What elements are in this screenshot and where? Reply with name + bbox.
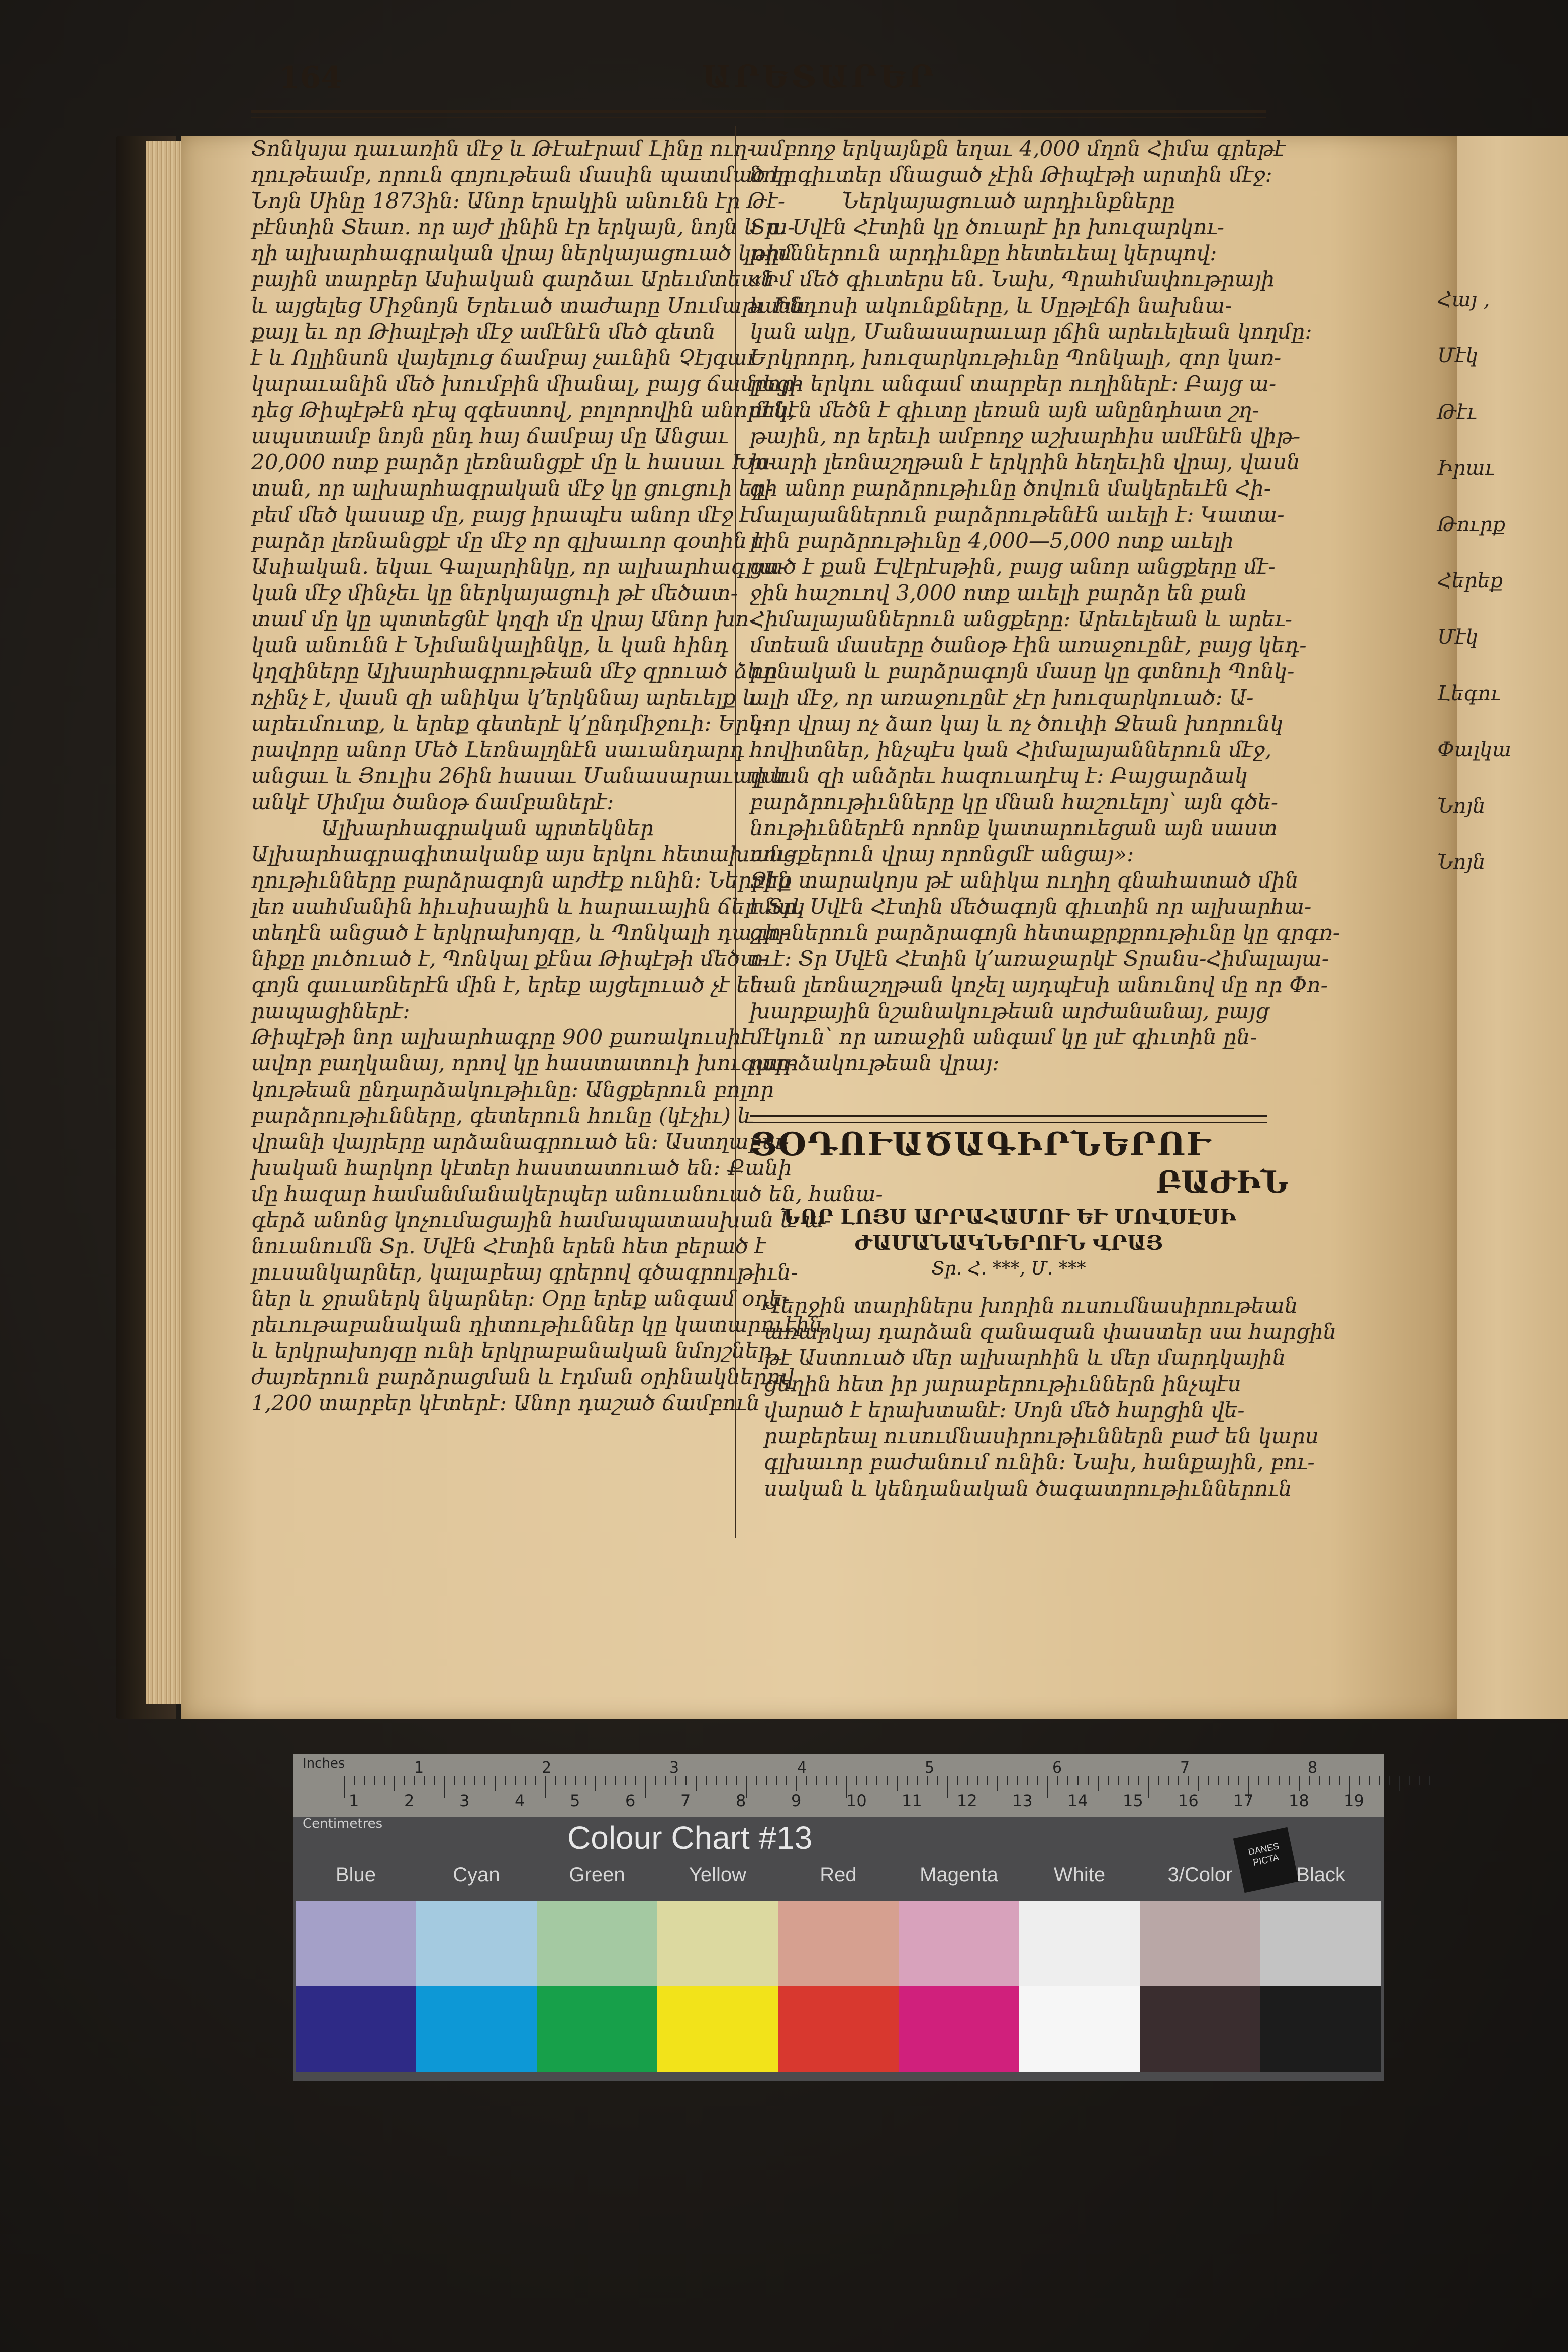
ruler-tick	[635, 1776, 636, 1785]
ruler-tick	[374, 1776, 375, 1785]
ruler-inch-number: 8	[1308, 1759, 1318, 1777]
text-line: Ալխարհագրական պրտեկներ	[321, 816, 654, 840]
text-line: Տոնկսյա դաւառին մէջ և Թէաէրամ Լինը ուղ-	[251, 136, 754, 161]
ruler-tick	[816, 1776, 817, 1785]
text-line: առարկայ դարձան զանազան փաստեր սա հարցին	[764, 1319, 1337, 1344]
ruler-tick	[1208, 1776, 1209, 1785]
text-line: կութեան ընդարձակութիւնը։ Անցքերուն բոլոր	[251, 1077, 774, 1102]
text-line: է և Ոլլինսոն վայելուց ճամբայ չաւնին Չէյգաւ	[251, 345, 758, 370]
swatch-dark	[1260, 1986, 1381, 2072]
text-line: Հիմալայաններուն անցքերը։ Արեւելեան և արեւ-	[750, 607, 1293, 631]
ruler-tick	[866, 1776, 867, 1785]
ruler-tick	[525, 1776, 526, 1785]
ruler	[293, 1754, 1384, 1831]
ruler-tick	[716, 1776, 717, 1785]
ruler-tick	[605, 1776, 606, 1785]
ruler-tick	[615, 1776, 616, 1785]
text-line: մալայաններուն բարձրութենէն աւելի է։ Կատա-	[750, 502, 1285, 527]
ruler-tick	[384, 1776, 385, 1785]
text-line: րեւութաբանական դիտութիւններ կը կատարուէին,	[251, 1312, 830, 1337]
text-line: 20,000 ոտք բարձր լեռնանցքէ մը և հասաւ Խո-	[251, 450, 776, 474]
text-line: նուանումն Տր. Սվէն Հէտին երեն հետ բերած է	[251, 1234, 766, 1258]
text-line: ավոր բաղկանայ, որով կը հաստատուի խուզար-	[251, 1051, 797, 1075]
text-line: Նոյն Սինը 1873ին։ Անոր երակին անունն էր Թէ-	[251, 188, 786, 213]
ruler-cm-number: 13	[1012, 1791, 1033, 1810]
ruler-tick	[555, 1776, 556, 1785]
text-line: ալի մէջ, որ առաջուընէ չէր խուզարկուած։ Ա-	[750, 685, 1254, 710]
ruler-tick	[1279, 1776, 1280, 1785]
ruler-tick	[545, 1776, 546, 1798]
facing-page-fragment: Հերեք	[1437, 569, 1503, 593]
text-line: և Ինդոսի ակունքները, և Սըթլէճի նախնա-	[750, 293, 1232, 318]
ruler-tick	[474, 1776, 475, 1785]
text-line: Ասիական. եկաւ Գալարինկը, որ ալխարհագրա-	[251, 554, 787, 579]
ruler-tick	[454, 1776, 455, 1785]
facing-page-fragment: Թէւ	[1437, 401, 1477, 424]
text-line: խական հարկոր կէտեր հաստատուած են։ Քանի	[251, 1155, 792, 1180]
swatch-dark	[657, 1986, 778, 2072]
text-line: գերձ անոնց կոչումացային համապատասխան և ա-	[251, 1208, 831, 1232]
ruler-tick	[1419, 1776, 1420, 1785]
swatch-label: White	[1053, 1864, 1106, 1886]
ruler-tick	[424, 1776, 425, 1785]
ruler-cm-number: 3	[459, 1791, 470, 1810]
swatch-light	[1140, 1901, 1260, 1986]
text-line: մը հազար համանմանակերպեր անուանուած են, հանա-	[251, 1182, 883, 1206]
swatch-label: Yellow	[689, 1864, 747, 1886]
text-line: մէկուն՝ որ առաջին անգամ կը լսէ գիւտին ըն-	[750, 1025, 1257, 1049]
ruler-tick	[404, 1776, 405, 1785]
swatch-light	[1260, 1901, 1381, 1986]
ruler-cm-number: 14	[1067, 1791, 1088, 1810]
text-line: մէնէն մեծն է գիւտը լեռան այն անընդհատ շղ-	[750, 398, 1259, 422]
text-line: րեցի երկու անգամ տարբեր ուղիներէ։ Բայց ա-	[750, 371, 1277, 396]
swatch-label: Blue	[335, 1864, 376, 1886]
text-line: Երկրորդ, խուզարկութիւնը Պոնկալի, զոր կառ-	[750, 345, 1282, 370]
colour-chart-title: Colour Chart #13	[567, 1820, 813, 1856]
ruler-cm-number: 8	[736, 1791, 746, 1810]
facing-page-fragment: Լեգու	[1437, 682, 1501, 705]
facing-page-fragment: Նոյն	[1437, 851, 1486, 874]
text-line: րոնական և բարձրագոյն մասը կը գտնուի Պոնկ-	[750, 659, 1295, 683]
ruler-tick	[1027, 1776, 1028, 1785]
text-line: զի անոր բարձրութիւնը ծովուն մակերեւէն Հի-	[750, 476, 1271, 501]
text-line: ներ և ջրաներկ նկարներ։ Օրը երեք անգամ օդե-	[251, 1286, 790, 1311]
ruler-tick	[565, 1776, 566, 1785]
ruler-tick	[1268, 1776, 1269, 1785]
ruler-tick	[977, 1776, 978, 1785]
ruler-tick	[1098, 1776, 1099, 1791]
ruler-cm-number: 17	[1233, 1791, 1254, 1810]
text-line: ղութիւնները բարձրագոյն արժէք ունին։ Ներբին	[251, 868, 792, 893]
text-line: բային տարբեր Ասիական գարձաւ Արեւմտեան	[251, 267, 774, 291]
text-line: կղզիները Ալխարհագրութեան մէջ զրուած ձևը	[251, 659, 778, 683]
swatch-dark	[778, 1986, 899, 2072]
section-subtitle: ԲԱԺԻՆ	[1156, 1165, 1289, 1200]
text-line: գլխաւոր բաժանում ունին։ Նախ, հանքային, բու-	[764, 1450, 1315, 1475]
text-line: թիւններուն արդիւնքը հետեւեալ կերպով։	[750, 241, 1217, 265]
ruler-tick	[1158, 1776, 1159, 1785]
text-line: գիրներուն բարձրագոյն հետաքրքրութիւնը կը գրգռ-	[750, 920, 1340, 945]
text-line: խարի լեռնաշղթան է երկրին հեղեւին վրայ, վասն	[750, 450, 1300, 474]
ruler-inch-number: 1	[414, 1759, 424, 1777]
swatch-label: Magenta	[920, 1864, 998, 1886]
text-line: անկէ Սիմլա ծանօթ ճամբաներէ։	[251, 790, 614, 814]
ruler-tick	[696, 1776, 697, 1791]
ruler-tick	[685, 1776, 687, 1785]
text-line: վարած է երախտանէ։ Սոյն մեծ հարցին վե-	[764, 1398, 1245, 1422]
facing-page-fragment: Փալկա	[1437, 738, 1512, 761]
ruler-tick	[736, 1776, 737, 1785]
ruler-label-cm: Centimetres	[303, 1816, 383, 1831]
ruler-tick	[927, 1776, 928, 1785]
swatch-light	[778, 1901, 899, 1986]
facing-page-fragment: Մէկ	[1437, 626, 1479, 649]
swatch-label: 3/Color	[1167, 1864, 1233, 1886]
swatch-light	[296, 1901, 416, 1986]
article-body	[764, 1293, 1337, 1502]
ruler-cm-number: 19	[1344, 1791, 1364, 1810]
swatch-dark	[899, 1986, 1019, 2072]
ruler-tick	[1178, 1776, 1179, 1785]
text-line: րավորը անոր Մեծ Լեռնալղնէն սաւանդարդ	[251, 737, 745, 762]
ruler-tick	[645, 1776, 646, 1798]
header-rule	[251, 110, 1266, 113]
ruler-tick	[987, 1776, 988, 1785]
ruler-tick	[1188, 1776, 1189, 1785]
ruler-tick	[1238, 1776, 1239, 1785]
text-line: դարձակութեան վրայ։	[750, 1051, 1000, 1075]
ruler-cm-number: 2	[404, 1791, 415, 1810]
ruler-inch-number: 6	[1052, 1759, 1062, 1777]
swatch-label: Green	[569, 1864, 625, 1886]
ruler-tick	[1108, 1776, 1109, 1785]
swatch-dark	[416, 1986, 537, 2072]
text-line: նիքը լուծուած է, Պոնկալ քէնա Թիպէթի մեծա-	[251, 946, 767, 971]
ruler-tick	[1057, 1776, 1058, 1785]
ruler-tick	[1399, 1776, 1400, 1791]
text-line: քայլ եւ որ Թիալէթի մէջ ամէնէն մեծ գետն	[251, 319, 716, 344]
ruler-tick	[907, 1776, 908, 1785]
text-line: ուէ։ Տր Սվէն Հէտին կ՚առաջարկէ Տրանս-Հիմալայա-	[750, 946, 1329, 971]
ruler-tick	[1067, 1776, 1068, 1785]
text-line: մտեան մասերը ծանօթ էին առաջուընէ, բայց կեդ-	[750, 633, 1307, 657]
right-column	[750, 136, 1340, 1076]
ruler-inch-number: 4	[797, 1759, 807, 1777]
article-heading-2: ԺԱՄԱՆԱԿՆԵՐՈՒՆ ՎՐԱՅ	[854, 1231, 1163, 1255]
text-line: արեւմուտք, և երեք գետերէ կ՚ընդմիջուի։ Երկ-	[251, 711, 769, 736]
ruler-tick	[776, 1776, 777, 1785]
ruler-tick	[575, 1776, 576, 1785]
colour-chart	[293, 1754, 1384, 2081]
ruler-tick	[796, 1776, 797, 1791]
text-line: տեղէն անցած է երկրախոյզը, և Պոնկալի դաշտ-	[251, 920, 789, 945]
ruler-tick	[1409, 1776, 1410, 1785]
ruler-tick	[1339, 1776, 1340, 1785]
text-line: նոր վրայ ոչ ձառ կայ և ոչ ծուփի Ջեան խորունկ	[750, 711, 1284, 736]
ruler-tick	[1037, 1776, 1038, 1785]
text-line: կան անունն է Նիմանկալինկը, և կան հինդ	[251, 633, 729, 657]
ruler-cm-number: 5	[570, 1791, 580, 1810]
text-line: թէ Աստուած մեր ալխարհին և մեր մարդկային	[764, 1345, 1286, 1370]
text-line: Տր. Սվէն Հէտին կը ծուարէ իր խուզարկու-	[750, 215, 1225, 239]
ruler-tick	[917, 1776, 918, 1785]
ruler-tick	[444, 1776, 445, 1798]
ruler-tick	[585, 1776, 586, 1785]
swatch-light	[1019, 1901, 1140, 1986]
text-line: «Իմ մեծ գիւտերս են. Նախ, Պրահմափութրայի	[750, 267, 1275, 291]
ruler-tick	[515, 1776, 516, 1785]
ruler-tick	[806, 1776, 807, 1785]
ruler-tick	[937, 1776, 938, 1785]
section-title: ՅՕԴՈՒԱԾԱԳԻՐՆԵՐՈՒ	[750, 1126, 1211, 1163]
text-line: Թիպէթի նոր ալխարհագրը 900 քառակուսիէ	[251, 1025, 752, 1049]
text-line: տան, որ ալխարհագրական մէջ կը ցուցուի եր-	[251, 476, 773, 501]
text-line: հովիտներ, ինչպէս կան Հիմալայաններուն մէջ,	[750, 737, 1272, 762]
text-line: ժայռերուն բարձրացման և էդման օրինակներով	[251, 1364, 794, 1389]
text-line: լուսանկարներ, կալաբեայ գրերով գծագրութիւն-	[251, 1260, 798, 1285]
ruler-tick	[1299, 1776, 1300, 1791]
ruler-tick	[706, 1776, 707, 1785]
ruler-inch-number: 2	[542, 1759, 552, 1777]
ruler-tick	[1289, 1776, 1290, 1785]
text-line: նութիւններէն որոնք կատարուեցան այն սաստ	[750, 816, 1278, 840]
facing-page-fragment: Իրաւ	[1437, 457, 1495, 480]
text-line: եան լեռնաշղթան կոչել այդպէսի անունով մը որ Փո-	[750, 972, 1328, 997]
ruler-tick	[665, 1776, 666, 1785]
ruler-cm-number: 10	[846, 1791, 867, 1810]
text-line: խարքային նշանակութեան արժանանայ, բայց	[750, 999, 1269, 1023]
text-line: Ջէք տարակոյս թէ անիկա ուղիղ գնահատած մին	[750, 868, 1299, 893]
text-line: ամբողջ երկայնքն եղաւ 4,000 մղոն Հիմա գրեթէ	[750, 136, 1286, 161]
section-rule	[750, 1115, 1267, 1117]
text-line: է Տր. Սվէն Հէտին մեծագոյն գիւտին որ ալխարհա-	[750, 894, 1312, 919]
ruler-cm-number: 1	[349, 1791, 359, 1810]
text-line: Ներկայացուած արդիւնքները	[842, 188, 1175, 213]
ruler-tick	[675, 1776, 676, 1785]
article-heading-1: ՆՈՐ ԼՈՅՍ ԱՐՐԱՀԱՄՈՒ ԵՒ ՄՈՎՍԷՍԻ	[781, 1205, 1236, 1229]
ruler-tick	[1389, 1776, 1390, 1785]
text-line: թային, որ երեւի ամբողջ աշխարհիս ամէնէն վիթ-	[750, 424, 1301, 448]
ruler-tick	[394, 1776, 395, 1791]
text-line: ջին հաշուով 3,000 ոտք աւելի բարձր են քան	[750, 580, 1247, 605]
ruler-cm-number: 15	[1123, 1791, 1143, 1810]
text-line: սական և կենդանական ծագատրութիւններուն	[764, 1476, 1292, 1501]
ruler-cm-number: 16	[1178, 1791, 1199, 1810]
ruler-tick	[1228, 1776, 1229, 1785]
ruler-cm-number: 9	[791, 1791, 802, 1810]
swatch-light	[416, 1901, 537, 1986]
facing-page-fragment: Թուրք	[1437, 513, 1506, 536]
ruler-tick	[1309, 1776, 1310, 1785]
text-line: ցեղին հետ իր յարաբերութիւններն ինչպէս	[764, 1371, 1241, 1396]
swatch-label: Cyan	[453, 1864, 500, 1886]
ruler-tick	[354, 1776, 355, 1785]
swatch-dark	[1140, 1986, 1260, 2072]
swatch-label: Red	[820, 1864, 857, 1886]
section-rule-thin	[750, 1122, 1267, 1123]
ruler-tick	[957, 1776, 958, 1785]
ruler-tick	[1258, 1776, 1259, 1785]
ruler-cm-number: 11	[902, 1791, 922, 1810]
swatch-dark	[1019, 1986, 1140, 2072]
text-line: ապստամբ նոյն ընդ հայ ճամբայ մը Անցաւ	[251, 424, 728, 448]
ruler-tick	[887, 1776, 888, 1785]
ruler-tick	[495, 1776, 496, 1791]
text-line: ցած է քան Էվէրէսթին, բայց անոր անցքերը մէ-	[750, 554, 1276, 579]
ruler-label-inches: Inches	[303, 1756, 345, 1771]
ruler-tick	[1369, 1776, 1370, 1785]
ruler-cm-number: 6	[625, 1791, 636, 1810]
swatch-light	[537, 1901, 657, 1986]
ruler-inch-number: 7	[1180, 1759, 1190, 1777]
text-line: րաբերեալ ուսումնասիրութիւններն բաժ են կարս	[764, 1424, 1319, 1448]
facing-page-fragment: Նոյն	[1437, 795, 1486, 818]
ruler-tick	[1319, 1776, 1320, 1785]
text-line: րապացիներէ։	[251, 999, 410, 1023]
ruler-tick	[414, 1776, 415, 1785]
running-head: ԱՐԵՏԱՐԵՐ	[702, 58, 937, 95]
ruler-tick	[1379, 1776, 1380, 1785]
text-line: լեռ սահմանին հիւսիսային և հարաւային ճերմակ	[251, 894, 805, 919]
ruler-tick	[595, 1776, 596, 1791]
ruler-tick	[484, 1776, 485, 1785]
text-line: կան ակը, Մանասարաւար լճին արեւելեան կողմը։	[750, 319, 1312, 344]
text-line: րին բարձրութիւնը 4,000—5,000 ոտք աւելի	[750, 528, 1234, 553]
ruler-tick	[947, 1776, 948, 1798]
ruler-tick	[856, 1776, 857, 1785]
ruler-tick	[1047, 1776, 1048, 1798]
ruler-cm-number: 4	[515, 1791, 525, 1810]
text-line: և այցելեց Միջնոյն Երեւած տաժարը Սումաթանն	[251, 293, 806, 318]
ruler-tick	[1218, 1776, 1219, 1785]
ruler-tick	[464, 1776, 465, 1785]
ruler-tick	[1118, 1776, 1119, 1785]
text-line: 1,200 տարբեր կէտերէ։ Անոր դաշած ճամբուն	[251, 1391, 760, 1415]
ruler-tick	[364, 1776, 365, 1785]
ruler-tick	[655, 1776, 656, 1785]
ruler-tick	[1429, 1776, 1430, 1785]
text-line: նոր գիւտեր մնացած չէին Թիպէթի արտին մէջ։	[750, 162, 1272, 187]
facing-page-fragment: Մէկ	[1437, 344, 1479, 367]
article-author: Տր. Հ. ***, Մ. ***	[931, 1258, 1086, 1279]
text-line: ղութեամբ, որուն գոյութեան մասին պատմած էր	[251, 162, 797, 187]
text-line: Ալխարհագրագիտականք այս երկու հետախոու-	[251, 842, 795, 866]
text-line: բէնտին Տեառ. որ այժ լինին էր երկայն, նոյն և ա-	[251, 215, 795, 239]
ruler-tick	[344, 1776, 345, 1798]
text-line: բեմ մեծ կասաք մը, բայց իրապէս անոր մէջ է	[251, 502, 751, 527]
ruler-inch-number: 3	[669, 1759, 679, 1777]
text-line: ոչինչ է, վասն զի անիկա կ՚երկննայ արեւելք և	[251, 685, 759, 710]
ruler-tick	[967, 1776, 968, 1785]
text-line: գոյն գաւառներէն մին է, երեք այցելուած չէ են-	[251, 972, 770, 997]
ruler-cm-number: 18	[1289, 1791, 1309, 1810]
ruler-inch-number: 5	[925, 1759, 935, 1777]
text-line: վրանի վայրերը արձանագրուած են։ Աստղաբա-	[251, 1129, 789, 1154]
text-line: վասն զի անձրեւ հազուադէպ է։ Բայցարձակ	[750, 763, 1248, 788]
swatch-dark	[537, 1986, 657, 2072]
swatch-dark	[296, 1986, 416, 2072]
ruler-tick	[876, 1776, 877, 1785]
ruler-tick	[1138, 1776, 1139, 1785]
text-line: ղի ալխարհագրական վրայ ներկայացուած կողմ	[251, 241, 792, 265]
text-line: բարձրութիւնները կը մնան հաշուելոյ՝ այն գծե-	[750, 790, 1279, 814]
ruler-tick	[1359, 1776, 1360, 1785]
facing-page-text	[1437, 271, 1511, 891]
text-line: բարձր լեռնանցքէ մը մէջ որ գլխաւոր գօտին է	[251, 528, 764, 553]
ruler-tick	[434, 1776, 435, 1785]
chart-logo: DANES PICTA	[1233, 1827, 1299, 1893]
swatch-label: Black	[1296, 1864, 1345, 1886]
ruler-tick	[1128, 1776, 1129, 1785]
ruler-tick	[625, 1776, 626, 1785]
ruler-tick	[535, 1776, 536, 1785]
text-line: դեց Թիպէթէն դէպ զգեստով, բոլորովին անորոկ,	[251, 398, 795, 422]
ruler-tick	[756, 1776, 757, 1785]
text-line: անցքերուն վրայ որոնցմէ անցայ»։	[750, 842, 1134, 866]
ruler-tick	[1017, 1776, 1018, 1785]
ruler-cm-number: 12	[957, 1791, 977, 1810]
header-rule-thin	[251, 117, 1266, 118]
ruler-tick	[1148, 1776, 1149, 1798]
ruler-tick	[836, 1776, 837, 1785]
ruler-tick	[505, 1776, 506, 1785]
ruler-tick	[897, 1776, 898, 1791]
ruler-tick	[997, 1776, 998, 1791]
facing-page-fragment: Հայ ,	[1437, 288, 1490, 311]
text-line: կարաւանին մեծ խումբին միանալ, բայց ճամբոր-	[251, 371, 802, 396]
ruler-tick	[1329, 1776, 1330, 1785]
text-line: անցաւ և Յուլիս 26ին հասաւ Մանասարաւար և	[251, 763, 790, 788]
ruler-tick	[766, 1776, 767, 1785]
ruler-tick	[726, 1776, 727, 1785]
ruler-tick	[1168, 1776, 1169, 1785]
ruler-tick	[826, 1776, 827, 1785]
text-line: կան մէջ մինչեւ կը ներկայացուի թէ մեծատ-	[251, 580, 738, 605]
text-line: տամ մը կը պտտեցնէ կղզի մը վրայ Անոր խո-	[251, 607, 756, 631]
ruler-tick	[786, 1776, 787, 1785]
ruler-tick	[1007, 1776, 1008, 1785]
text-line: բարձրութիւնները, գետերուն հունը (կէչիւ) և	[251, 1103, 754, 1128]
ruler-cm-number: 7	[680, 1791, 691, 1810]
ruler-tick	[1198, 1776, 1199, 1791]
ruler-tick	[1088, 1776, 1089, 1785]
page-number: 164	[279, 60, 342, 95]
text-line: և երկրախոյզը ունի երկրաբանական նմոյշներ,	[251, 1338, 779, 1363]
swatch-light	[899, 1901, 1019, 1986]
ruler-tick	[1077, 1776, 1079, 1785]
swatch-light	[657, 1901, 778, 1986]
text-line: Վերջին տարիներս խորին ուսումնասիրութեան	[764, 1293, 1298, 1318]
